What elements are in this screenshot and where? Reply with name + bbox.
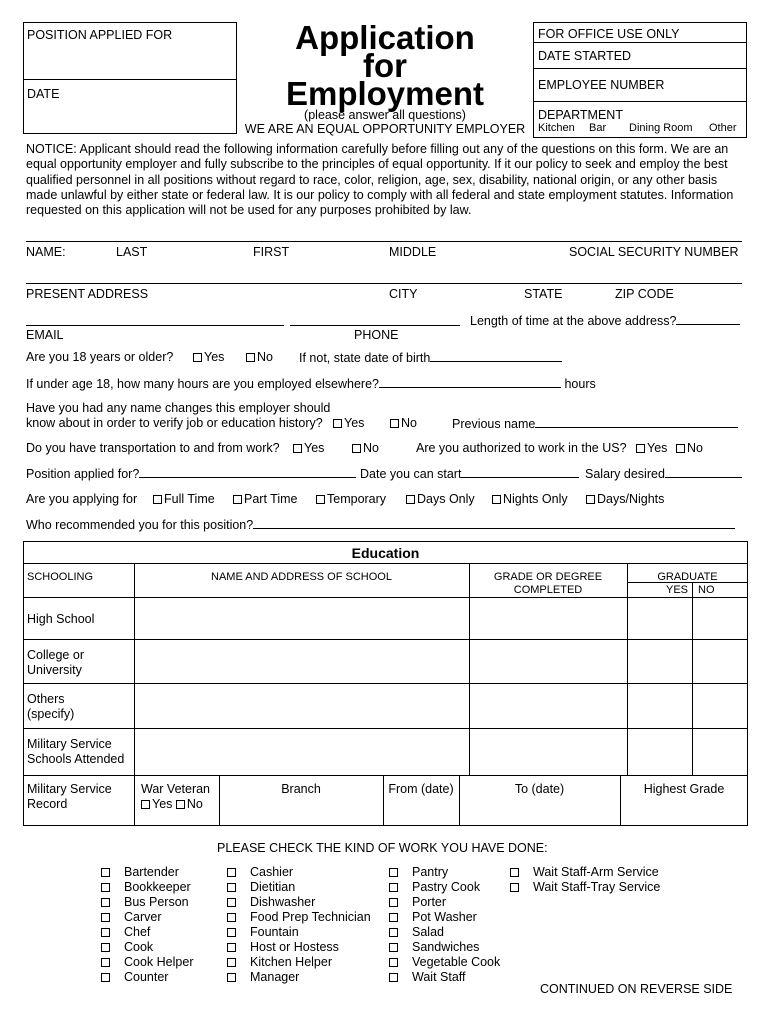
transport-no bbox=[352, 441, 379, 455]
row-college-1: College or bbox=[27, 648, 84, 662]
work-label: Carver bbox=[124, 910, 162, 924]
position-question-label: Position applied for? bbox=[26, 467, 140, 481]
office-use-label: FOR OFFICE USE ONLY bbox=[538, 27, 680, 41]
nights-only-label: Nights Only bbox=[503, 492, 568, 506]
salary-label: Salary desired bbox=[585, 467, 665, 481]
work-label: Cook bbox=[124, 940, 154, 954]
work-item[interactable] bbox=[227, 925, 371, 940]
edu-hline-6 bbox=[23, 775, 748, 776]
temporary-checkbox[interactable] bbox=[316, 495, 325, 504]
col-grade-1: GRADE OR DEGREE bbox=[493, 571, 603, 583]
war-veteran-options bbox=[141, 797, 203, 811]
dept-dining-room: Dining Room bbox=[629, 122, 693, 134]
col-grade-2: COMPLETED bbox=[513, 584, 583, 596]
days-only-checkbox[interactable] bbox=[406, 495, 415, 504]
previous-name-label: Previous name bbox=[452, 417, 536, 431]
age18-no-checkbox[interactable] bbox=[246, 353, 255, 362]
work-checkbox[interactable] bbox=[510, 868, 519, 877]
dept-kitchen: Kitchen bbox=[538, 122, 575, 134]
office-divider-2 bbox=[533, 68, 747, 69]
work-col-2 bbox=[227, 865, 371, 985]
full-time-label: Full Time bbox=[164, 492, 215, 506]
phone-line[interactable] bbox=[290, 325, 460, 326]
length-time-text: Length of time at the above address? bbox=[470, 314, 677, 328]
position-field[interactable] bbox=[139, 466, 356, 478]
under18-row bbox=[26, 376, 596, 391]
work-label: Salad bbox=[412, 925, 444, 939]
edu-hline-4 bbox=[23, 683, 748, 684]
authorized-question: Are you authorized to work in the US? bbox=[416, 441, 627, 455]
work-label: Manager bbox=[250, 970, 300, 984]
work-checkbox[interactable] bbox=[389, 943, 398, 952]
work-item[interactable] bbox=[101, 940, 193, 955]
work-checkbox[interactable] bbox=[101, 883, 110, 892]
authorized-no bbox=[676, 441, 703, 455]
work-label: Porter bbox=[412, 895, 447, 909]
war-veteran-label: War Veteran bbox=[141, 782, 211, 796]
work-label: Fountain bbox=[250, 925, 299, 939]
col-yes: YES bbox=[666, 584, 689, 596]
position-date-divider bbox=[23, 79, 237, 80]
authorized-yes-label: Yes bbox=[647, 441, 668, 455]
war-veteran-no-label: No bbox=[186, 797, 203, 811]
dob-field[interactable] bbox=[430, 350, 562, 362]
row-others-2: (specify) bbox=[27, 707, 75, 721]
work-item[interactable] bbox=[227, 940, 371, 955]
dept-bar: Bar bbox=[589, 122, 607, 134]
name-change-yes-label: Yes bbox=[344, 416, 365, 430]
work-checkbox[interactable] bbox=[227, 883, 236, 892]
work-checkbox[interactable] bbox=[227, 928, 236, 937]
middle-label: MIDDLE bbox=[389, 245, 437, 259]
zip-code-label: ZIP CODE bbox=[615, 287, 674, 301]
work-item[interactable] bbox=[227, 970, 371, 985]
work-checkbox[interactable] bbox=[101, 898, 110, 907]
salary-row bbox=[585, 466, 742, 481]
education-title: Education bbox=[351, 545, 420, 561]
age18-no bbox=[246, 350, 273, 364]
office-divider-3 bbox=[533, 101, 747, 102]
continued-reverse-side: CONTINUED ON REVERSE SIDE bbox=[540, 982, 733, 996]
row-military-record-2: Record bbox=[27, 797, 68, 811]
ssn-label: SOCIAL SECURITY NUMBER bbox=[569, 245, 739, 259]
work-label: Bartender bbox=[124, 865, 179, 879]
work-checkbox[interactable] bbox=[510, 883, 519, 892]
page-title-line1: Application bbox=[295, 19, 475, 56]
office-divider-1 bbox=[533, 42, 747, 43]
work-item[interactable] bbox=[389, 940, 500, 955]
days-nights-checkbox[interactable] bbox=[586, 495, 595, 504]
date-label: DATE bbox=[27, 87, 60, 101]
transport-yes-checkbox[interactable] bbox=[293, 444, 302, 453]
work-item[interactable] bbox=[101, 895, 193, 910]
work-checkbox[interactable] bbox=[389, 958, 398, 967]
under18-hours-field[interactable] bbox=[379, 376, 561, 388]
position-applied-label: POSITION APPLIED FOR bbox=[27, 28, 173, 42]
dob-label: If not, state date of birth bbox=[299, 351, 431, 365]
work-checkbox[interactable] bbox=[389, 973, 398, 982]
name-line[interactable] bbox=[26, 241, 742, 242]
work-checkbox[interactable] bbox=[227, 958, 236, 967]
phone-label: PHONE bbox=[354, 328, 399, 342]
work-label: Cook Helper bbox=[124, 955, 194, 969]
hours-label: hours bbox=[564, 377, 596, 391]
work-checkbox[interactable] bbox=[101, 913, 110, 922]
edu-hline-5 bbox=[23, 728, 748, 729]
work-heading: PLEASE CHECK THE KIND OF WORK YOU HAVE DONE: bbox=[217, 841, 548, 855]
full-time-checkbox[interactable] bbox=[153, 495, 162, 504]
work-checkbox[interactable] bbox=[389, 898, 398, 907]
edu-vline-3 bbox=[627, 563, 628, 775]
name-change-no-label: No bbox=[401, 416, 417, 430]
work-label: Bookkeeper bbox=[124, 880, 191, 894]
work-checkbox[interactable] bbox=[227, 913, 236, 922]
war-veteran-yes-label: Yes bbox=[152, 797, 173, 811]
previous-name-row bbox=[452, 416, 738, 431]
name-change-yes bbox=[333, 416, 364, 430]
email-label: EMAIL bbox=[26, 328, 64, 342]
length-time-field[interactable] bbox=[676, 313, 740, 325]
edu-hline-1 bbox=[23, 563, 748, 564]
work-checkbox[interactable] bbox=[227, 943, 236, 952]
authorized-yes bbox=[636, 441, 667, 455]
length-time-label bbox=[470, 313, 740, 328]
work-label: Pastry Cook bbox=[412, 880, 481, 894]
start-date-field[interactable] bbox=[461, 466, 579, 478]
row-military-schools-2: Schools Attended bbox=[27, 752, 125, 766]
present-address-label: PRESENT ADDRESS bbox=[26, 287, 149, 301]
work-item[interactable] bbox=[389, 880, 500, 895]
row-others-1: Others bbox=[27, 692, 65, 706]
part-time-option bbox=[233, 492, 298, 506]
work-checkbox[interactable] bbox=[389, 928, 398, 937]
date-field[interactable] bbox=[24, 102, 236, 132]
work-item[interactable] bbox=[227, 955, 371, 970]
email-line[interactable] bbox=[26, 325, 284, 326]
transport-question: Do you have transportation to and from work? bbox=[26, 441, 280, 455]
war-veteran-no-checkbox[interactable] bbox=[176, 800, 185, 809]
name-change-no-checkbox[interactable] bbox=[390, 419, 399, 428]
work-label: Pantry bbox=[412, 865, 449, 879]
work-item[interactable] bbox=[389, 955, 500, 970]
branch-label: Branch bbox=[281, 782, 321, 796]
city-label: CITY bbox=[389, 287, 418, 301]
name-change-q1: Have you had any name changes this employer should bbox=[26, 401, 331, 415]
work-label: Wait Staff-Arm Service bbox=[533, 865, 659, 879]
age18-yes-label: Yes bbox=[204, 350, 225, 364]
subtitle-answer-all: (please answer all questions) bbox=[304, 108, 466, 122]
work-checkbox[interactable] bbox=[389, 883, 398, 892]
work-col-3 bbox=[389, 865, 500, 985]
work-item[interactable] bbox=[101, 970, 193, 985]
address-line[interactable] bbox=[26, 283, 742, 284]
work-checkbox[interactable] bbox=[227, 973, 236, 982]
date-started-label: DATE STARTED bbox=[538, 49, 632, 63]
transport-no-checkbox[interactable] bbox=[352, 444, 361, 453]
highest-grade-label: Highest Grade bbox=[643, 782, 725, 796]
recommended-row bbox=[26, 517, 735, 532]
work-checkbox[interactable] bbox=[227, 868, 236, 877]
edu-hline-3 bbox=[23, 639, 748, 640]
work-item[interactable] bbox=[101, 925, 193, 940]
work-item[interactable] bbox=[389, 865, 500, 880]
work-label: Kitchen Helper bbox=[250, 955, 332, 969]
work-item[interactable] bbox=[227, 880, 371, 895]
to-date-label: To (date) bbox=[514, 782, 565, 796]
temporary-option bbox=[316, 492, 386, 506]
work-item[interactable] bbox=[101, 955, 193, 970]
transport-no-label: No bbox=[363, 441, 379, 455]
recommended-label: Who recommended you for this position? bbox=[26, 518, 254, 532]
row-high-school: High School bbox=[27, 612, 95, 626]
work-label: Food Prep Technician bbox=[250, 910, 371, 924]
edu-vline-1 bbox=[134, 563, 135, 826]
state-label: STATE bbox=[524, 287, 563, 301]
work-label: Wait Staff bbox=[412, 970, 466, 984]
row-military-record-1: Military Service bbox=[27, 782, 112, 796]
work-label: Dishwasher bbox=[250, 895, 316, 909]
work-checkbox[interactable] bbox=[101, 973, 110, 982]
work-item[interactable] bbox=[227, 895, 371, 910]
under18-label: If under age 18, how many hours are you employed elsewhere? bbox=[26, 377, 379, 391]
days-nights-option bbox=[586, 492, 664, 506]
work-item[interactable] bbox=[389, 895, 500, 910]
col-schooling: SCHOOLING bbox=[27, 571, 94, 583]
department-label: DEPARTMENT bbox=[538, 108, 623, 122]
work-checkbox[interactable] bbox=[101, 958, 110, 967]
name-change-no bbox=[390, 416, 417, 430]
work-label: Pot Washer bbox=[412, 910, 477, 924]
start-date-row bbox=[360, 466, 579, 481]
work-label: Sandwiches bbox=[412, 940, 480, 954]
notice-text: NOTICE: Applicant should read the following information carefully before filling out any of the questions on this form. We are an equal opportunity employer and fully subscribe to the principles of equal opportunity. If it our policy to seek and employ the best qualified personnel in all positions without regard to race, color, religion, age, sex, disability, national origin, or any other basis made unlawful by either state or federal law. It is our policy to comply with all federal and state employment statutes. Information requested on this application will not be used for any purposes prohibited by law. bbox=[26, 142, 734, 218]
name-label: NAME: bbox=[26, 245, 66, 259]
work-checkbox[interactable] bbox=[101, 928, 110, 937]
employee-number-label: EMPLOYEE NUMBER bbox=[538, 78, 665, 92]
work-item[interactable] bbox=[101, 880, 193, 895]
col-name-address: NAME AND ADDRESS OF SCHOOL bbox=[211, 571, 392, 583]
nights-only-option bbox=[492, 492, 568, 506]
work-checkbox[interactable] bbox=[389, 913, 398, 922]
days-nights-label: Days/Nights bbox=[597, 492, 665, 506]
work-label: Wait Staff-Tray Service bbox=[533, 880, 661, 894]
part-time-checkbox[interactable] bbox=[233, 495, 242, 504]
position-row bbox=[26, 466, 356, 481]
work-item[interactable] bbox=[389, 970, 500, 985]
work-label: Chef bbox=[124, 925, 151, 939]
work-col-4 bbox=[510, 865, 660, 895]
row-college-2: University bbox=[27, 663, 82, 677]
authorized-no-checkbox[interactable] bbox=[676, 444, 685, 453]
previous-name-field[interactable] bbox=[535, 416, 738, 428]
edu-vline-4 bbox=[692, 582, 693, 775]
col-graduate: GRADUATE bbox=[657, 571, 718, 583]
work-label: Host or Hostess bbox=[250, 940, 339, 954]
work-item[interactable] bbox=[510, 865, 660, 880]
war-veteran-yes-checkbox[interactable] bbox=[141, 800, 150, 809]
work-item[interactable] bbox=[227, 910, 371, 925]
work-checkbox[interactable] bbox=[389, 868, 398, 877]
name-change-yes-checkbox[interactable] bbox=[333, 419, 342, 428]
row-military-schools-1: Military Service bbox=[27, 737, 112, 751]
work-checkbox[interactable] bbox=[227, 898, 236, 907]
dept-other: Other bbox=[709, 122, 737, 134]
name-change-q2: know about in order to verify job or education history? bbox=[26, 416, 323, 430]
transport-yes-label: Yes bbox=[304, 441, 325, 455]
page-title-line2: for bbox=[363, 47, 407, 84]
work-item[interactable] bbox=[510, 880, 660, 895]
work-item[interactable] bbox=[101, 865, 193, 880]
applying-for-label: Are you applying for bbox=[26, 492, 138, 506]
age18-question: Are you 18 years or older? bbox=[26, 350, 174, 364]
transport-yes bbox=[293, 441, 324, 455]
days-only-label: Days Only bbox=[417, 492, 475, 506]
work-item[interactable] bbox=[389, 910, 500, 925]
work-label: Counter bbox=[124, 970, 169, 984]
age18-yes-checkbox[interactable] bbox=[193, 353, 202, 362]
position-applied-field[interactable] bbox=[24, 44, 236, 78]
last-label: LAST bbox=[116, 245, 148, 259]
work-checkbox[interactable] bbox=[101, 868, 110, 877]
age18-yes bbox=[193, 350, 224, 364]
work-label: Bus Person bbox=[124, 895, 189, 909]
authorized-no-label: No bbox=[687, 441, 703, 455]
days-only-option bbox=[406, 492, 475, 506]
from-date-label: From (date) bbox=[388, 782, 454, 796]
col-no: NO bbox=[698, 584, 715, 596]
full-time-option bbox=[153, 492, 215, 506]
recommended-field[interactable] bbox=[253, 517, 735, 529]
temporary-label: Temporary bbox=[327, 492, 387, 506]
start-date-label: Date you can start bbox=[360, 467, 462, 481]
work-checkbox[interactable] bbox=[101, 943, 110, 952]
age18-no-label: No bbox=[257, 350, 273, 364]
salary-field[interactable] bbox=[665, 466, 742, 478]
dob-row bbox=[299, 350, 562, 365]
work-label: Vegetable Cook bbox=[412, 955, 501, 969]
page-title-line3: Employment bbox=[285, 75, 485, 112]
work-item[interactable] bbox=[389, 925, 500, 940]
edu-hline-2 bbox=[23, 597, 748, 598]
nights-only-checkbox[interactable] bbox=[492, 495, 501, 504]
part-time-label: Part Time bbox=[244, 492, 298, 506]
authorized-yes-checkbox[interactable] bbox=[636, 444, 645, 453]
work-item[interactable] bbox=[227, 865, 371, 880]
work-label: Cashier bbox=[250, 865, 294, 879]
work-col-1 bbox=[101, 865, 193, 985]
work-label: Dietitian bbox=[250, 880, 296, 894]
subtitle-eoe: WE ARE AN EQUAL OPPORTUNITY EMPLOYER bbox=[244, 122, 526, 136]
work-item[interactable] bbox=[101, 910, 193, 925]
first-label: FIRST bbox=[253, 245, 290, 259]
